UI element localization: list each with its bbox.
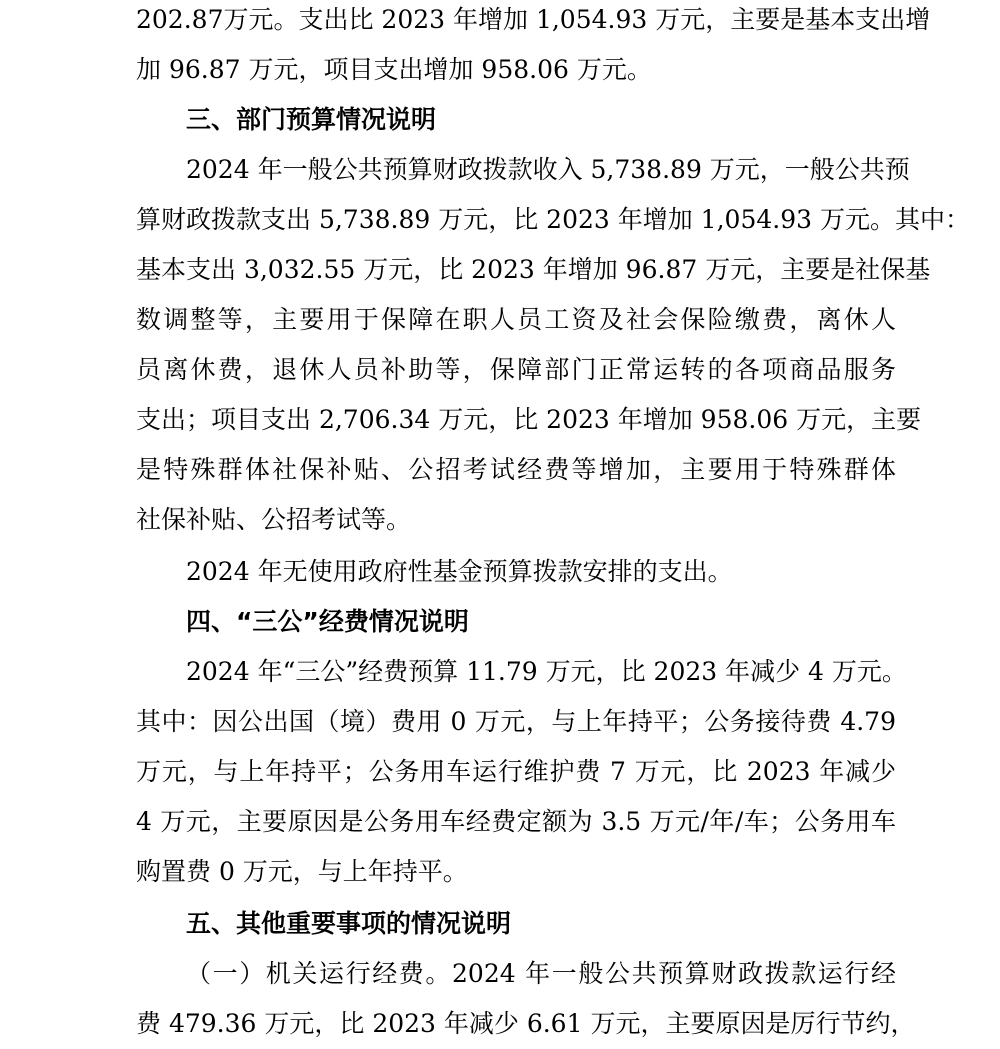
paragraph-line: 社保补贴、公招考试等。 xyxy=(136,505,412,534)
paragraph-line: 2024 年无使用政府性基金预算拨款安排的支出。 xyxy=(186,557,733,586)
paragraph-line: 万元，与上年持平；公务用车运行维护费 7 万元，比 2023 年减少 xyxy=(136,757,896,786)
paragraph-line: 支出；项目支出 2,706.34 万元，比 2023 年增加 958.06 万元，主要 xyxy=(136,405,922,434)
paragraph-line: 2024 年“三公”经费预算 11.79 万元，比 2023 年减少 4 万元。 xyxy=(186,657,907,686)
paragraph-line: 加 96.87 万元，项目支出增加 958.06 万元。 xyxy=(136,55,652,84)
paragraph-line: 购置费 0 万元，与上年持平。 xyxy=(136,857,468,886)
paragraph-line: 算财政拨款支出 5,738.89 万元，比 2023 年增加 1,054.93 万元。其中： xyxy=(136,205,970,234)
paragraph-line: 202.87万元。支出比 2023 年增加 1,054.93 万元，主要是基本支出增 xyxy=(136,5,931,34)
paragraph-line: 4 万元，主要原因是公务用车经费定额为 3.5 万元/年/车；公务用车 xyxy=(136,807,896,836)
paragraph-line: 基本支出 3,032.55 万元，比 2023 年增加 96.87 万元，主要是社保基 xyxy=(136,255,931,284)
paragraph-line: 数调整等，主要用于保障在职人员工资及社会保险缴费，离休人 xyxy=(136,305,896,334)
section-heading-budget: 三、部门预算情况说明 xyxy=(186,105,437,134)
section-heading-three-public: 四、“三公”经费情况说明 xyxy=(186,607,469,636)
paragraph-line: 其中：因公出国（境）费用 0 万元，与上年持平；公务接待费 4.79 xyxy=(136,707,896,736)
paragraph-line: （一）机关运行经费。2024 年一般公共预算财政拨款运行经 xyxy=(186,959,896,988)
paragraph-line: 是特殊群体社保补贴、公招考试经费等增加，主要用于特殊群体 xyxy=(136,455,896,484)
paragraph-line: 2024 年一般公共预算财政拨款收入 5,738.89 万元，一般公共预 xyxy=(186,155,910,184)
paragraph-line: 费 479.36 万元，比 2023 年减少 6.61 万元，主要原因是厉行节约， xyxy=(136,1009,916,1038)
section-heading-other-matters: 五、其他重要事项的情况说明 xyxy=(186,909,512,938)
paragraph-line: 员离休费，退休人员补助等，保障部门正常运转的各项商品服务 xyxy=(136,355,896,384)
